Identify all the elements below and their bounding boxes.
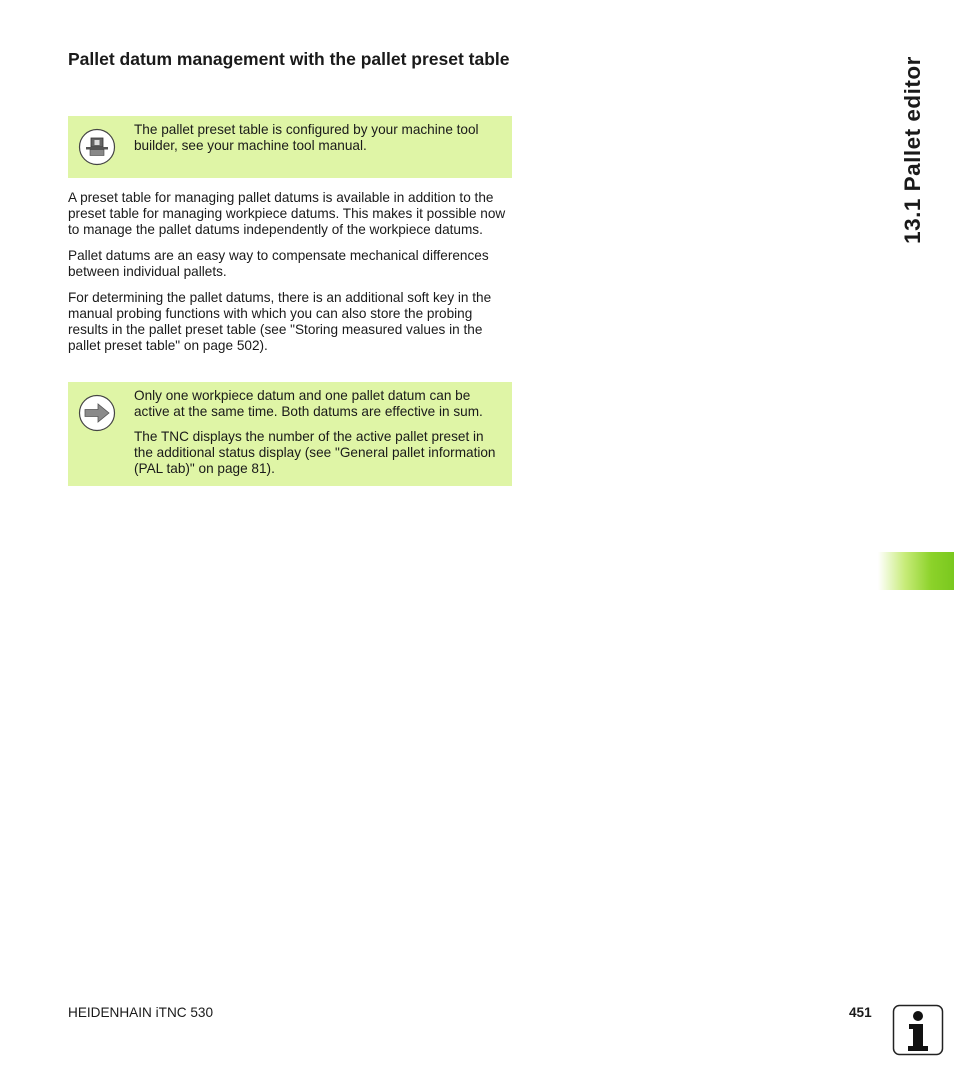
section-heading: Pallet datum management with the pallet preset table: [68, 49, 510, 69]
note-text: [134, 122, 504, 163]
chapter-tab-marker: [878, 552, 954, 590]
hint-note-box: [68, 382, 512, 486]
info-icon[interactable]: [892, 1004, 944, 1056]
footer-product: HEIDENHAIN iTNC 530: [68, 1005, 214, 1020]
machine-note-box: [68, 116, 512, 178]
body-paragraph: For determining the pallet datums, there is an additional soft key in the manual probing functions with which you can also store the probing results in the pallet preset table (see "Storing measured values in the pallet preset table" on page 502).: [68, 290, 492, 353]
chapter-side-title: [898, 40, 928, 260]
note-paragraph: The pallet preset table is configured by your machine tool builder, see your machine tool manual.: [134, 122, 479, 153]
machine-manual-icon: [78, 128, 116, 166]
arrow-right-icon: [78, 394, 116, 432]
note-paragraph: The TNC displays the number of the active pallet preset in the additional status display (see "General pallet information (PAL tab)" on page 81).: [134, 429, 496, 476]
body-paragraph: A preset table for managing pallet datums is available in addition to the preset table for managing workpiece datums. This makes it possible now to manage the pallet datums independently of the workpiece datums.: [68, 190, 506, 237]
note-text: [134, 388, 504, 486]
body-paragraph: Pallet datums are an easy way to compensate mechanical differences between individual pallets.: [68, 248, 489, 279]
note-paragraph: Only one workpiece datum and one pallet datum can be active at the same time. Both datums are effective in sum.: [134, 388, 483, 419]
chapter-title-text: 13.1 Pallet editor: [900, 56, 925, 244]
page-number: 451: [849, 1005, 872, 1020]
body-text: [68, 190, 514, 364]
